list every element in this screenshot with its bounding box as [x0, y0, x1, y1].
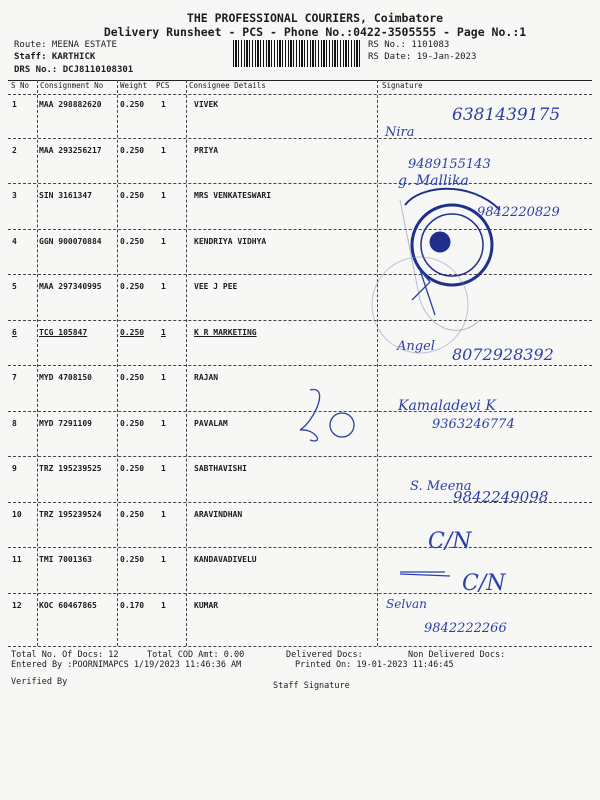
staff-label: Staff: KARTHICK — [14, 52, 96, 62]
row7-phone: 9363246774 — [432, 417, 515, 432]
col-consignment: Consignment No — [40, 81, 104, 90]
cell-consignee: VEE J PEE — [194, 282, 238, 291]
table-bottom — [8, 646, 592, 647]
row6-signature: Angel — [397, 339, 435, 354]
cell-sno: 6 — [12, 327, 17, 337]
col-pcs: PCS — [156, 81, 170, 90]
row6-phone: 8072928392 — [452, 345, 554, 364]
cell-weight: 0.250 — [120, 555, 145, 564]
cell-consignee: VIVEK — [194, 100, 219, 109]
cell-consignee: RAJAN — [194, 373, 219, 382]
runsheet-title: Delivery Runsheet - PCS - Phone No.:0422-3505555 - Page No.:1 — [103, 25, 527, 39]
cell-consignee: KANDAVADIVELU — [194, 555, 257, 564]
row9-phone: 9842249098 — [453, 488, 549, 506]
cell-weight: 0.250 — [120, 236, 145, 246]
cell-consignee: ARAVINDHAN — [194, 509, 243, 519]
row11-mark: C/N — [462, 571, 506, 596]
cell-pcs: 1 — [161, 282, 166, 291]
cell-pcs: 1 — [161, 555, 166, 564]
cell-sno: 11 — [12, 555, 22, 564]
cell-weight: 0.250 — [120, 373, 145, 382]
row3-phone: 9842220829 — [477, 205, 560, 220]
header-divider — [8, 94, 592, 95]
col-divider — [117, 80, 118, 646]
cell-pcs: 1 — [161, 464, 166, 473]
cell-sno: 2 — [12, 145, 17, 155]
delivered-docs: Delivered Docs: — [286, 650, 363, 660]
cell-weight: 0.250 — [120, 418, 145, 428]
cell-consignee: KUMAR — [194, 600, 219, 610]
cell-sno: 9 — [12, 464, 17, 473]
printed-on: Printed On: 19-01-2023 11:46:45 — [295, 660, 454, 670]
drs-number: DRS No.: DCJ8110108301 — [14, 65, 134, 75]
cell-consignment: MAA 293256217 — [39, 145, 102, 155]
cell-consignment: SIN 3161347 — [39, 191, 92, 200]
col-consignee: Consignee Details — [189, 81, 266, 90]
row12-signature: Selvan — [386, 597, 427, 611]
cell-consignment: TRZ 195239525 — [39, 464, 102, 473]
row9-signature: S. Meena — [410, 479, 472, 494]
total-docs: Total No. Of Docs: 12 — [11, 650, 119, 660]
col-weight: Weight — [120, 81, 148, 90]
col-divider — [186, 80, 187, 646]
total-cod: Total COD Amt: 0.00 — [147, 650, 245, 660]
row-divider — [8, 502, 592, 503]
cell-consignment: MAA 298882620 — [39, 100, 102, 109]
cell-consignment: KOC 60467865 — [39, 600, 97, 610]
cell-weight: 0.250 — [120, 100, 145, 109]
company-title: THE PROFESSIONAL COURIERS, Coimbatore — [186, 11, 444, 25]
col-divider — [377, 80, 378, 646]
cell-consignee: PAVALAM — [194, 418, 228, 428]
row1-phone: 6381439175 — [452, 105, 561, 125]
verified-by: Verified By — [11, 677, 68, 687]
cell-pcs: 1 — [161, 509, 166, 519]
rs-number: RS No.: 1101083 — [368, 40, 450, 50]
row-divider — [8, 593, 592, 594]
cell-sno: 12 — [12, 600, 22, 610]
barcode — [233, 40, 361, 67]
cell-consignee: KENDRIYA VIDHYA — [194, 236, 267, 246]
delivery-table — [8, 80, 592, 647]
cell-weight: 0.250 — [120, 464, 145, 473]
cell-sno: 3 — [12, 191, 17, 200]
row-divider — [8, 274, 592, 275]
route-label: Route: MEENA ESTATE — [14, 40, 117, 50]
cell-pcs: 1 — [161, 100, 166, 109]
row10-mark: C/N — [428, 529, 472, 554]
cell-weight: 0.250 — [120, 327, 145, 337]
row12-phone: 9842222266 — [424, 621, 507, 636]
row2-signature: g. Mallika — [398, 173, 469, 189]
cell-consignment: MAA 297340995 — [39, 282, 102, 291]
cell-consignee: SABTHAVISHI — [194, 464, 247, 473]
cell-pcs: 1 — [161, 236, 166, 246]
cell-pcs: 1 — [161, 327, 166, 337]
cell-sno: 1 — [12, 100, 17, 109]
row-divider — [8, 183, 592, 184]
cell-pcs: 1 — [161, 373, 166, 382]
cell-pcs: 1 — [161, 418, 166, 428]
staff-signature: Staff Signature — [273, 681, 350, 691]
cell-weight: 0.170 — [120, 600, 145, 610]
row-divider — [8, 547, 592, 548]
cell-sno: 7 — [12, 373, 17, 382]
cell-consignee: K R MARKETING — [194, 327, 257, 337]
col-signature: Signature — [382, 81, 423, 90]
non-delivered-docs: Non Delivered Docs: — [408, 650, 506, 660]
cell-weight: 0.250 — [120, 509, 145, 519]
cell-sno: 10 — [12, 509, 22, 519]
row-divider — [8, 456, 592, 457]
row-divider — [8, 320, 592, 321]
cell-consignment: GGN 900070884 — [39, 236, 102, 246]
cell-sno: 8 — [12, 418, 17, 428]
cell-consignment: MYD 7291109 — [39, 418, 92, 428]
cell-consignment: TCG 105847 — [39, 327, 88, 337]
cell-weight: 0.250 — [120, 282, 145, 291]
cell-pcs: 1 — [161, 145, 166, 155]
cell-consignee: PRIYA — [194, 145, 219, 155]
row1-signature: Nira — [385, 125, 415, 140]
cell-consignment: TRZ 195239524 — [39, 509, 102, 519]
row-divider — [8, 365, 592, 366]
cell-pcs: 1 — [161, 600, 166, 610]
col-sno: S No — [11, 81, 30, 90]
row-divider — [8, 411, 592, 412]
entered-by: Entered By :POORNIMAPCS 1/19/2023 11:46:36 AM — [11, 660, 242, 670]
row-divider — [8, 138, 592, 139]
col-divider — [37, 80, 38, 646]
row7-signature: Kamaladevi K — [398, 398, 496, 414]
cell-consignee: MRS VENKATESWARI — [194, 191, 272, 200]
cell-sno: 4 — [12, 236, 17, 246]
cell-pcs: 1 — [161, 191, 166, 200]
cell-sno: 5 — [12, 282, 17, 291]
cell-weight: 0.250 — [120, 191, 145, 200]
cell-weight: 0.250 — [120, 145, 145, 155]
cell-consignment: MYD 4708150 — [39, 373, 92, 382]
row-divider — [8, 229, 592, 230]
cell-consignment: TMI 7001363 — [39, 555, 92, 564]
row2-phone: 9489155143 — [408, 157, 491, 172]
rs-date: RS Date: 19-Jan-2023 — [368, 52, 477, 62]
